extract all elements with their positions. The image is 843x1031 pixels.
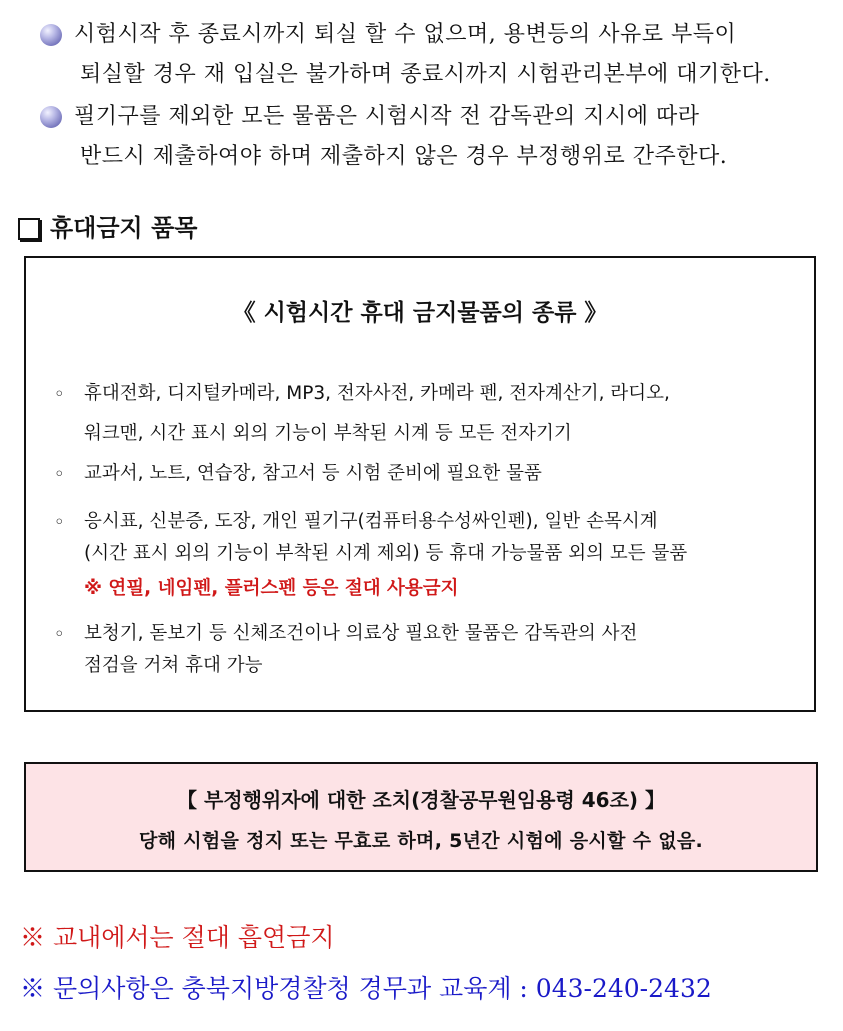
penalty-box: [24, 762, 818, 872]
prohibited-items-title: 《 시험시간 휴대 금지물품의 종류 》: [232, 300, 608, 326]
intro-bullet-1-line-1: 시험시작 후 종료시까지 퇴실 할 수 없으며, 용변등의 사유로 부득이: [74, 22, 737, 47]
item-bullet-icon: ◦: [54, 384, 65, 405]
intro-bullet-1-line-2: 퇴실할 경우 재 입실은 불가하며 종료시까지 시험관리본부에 대기한다.: [80, 62, 771, 87]
item-bullet-icon: ◦: [54, 512, 65, 533]
item-3-line-1: 응시표, 신분증, 도장, 개인 필기구(컴퓨터용수성싸인펜), 일반 손목시계: [84, 511, 658, 532]
item-1-line-1: 휴대전화, 디지털카메라, MP3, 전자사전, 카메라 펜, 전자계산기, 라디오,: [84, 383, 670, 404]
item-3-line-2: (시간 표시 외의 기능이 부착된 시계 제외) 등 휴대 가능물품 외의 모든 물품: [84, 543, 688, 564]
item-2-line-1: 교과서, 노트, 연습장, 참고서 등 시험 준비에 필요한 물품: [84, 463, 542, 484]
bullet-ball-icon: [40, 24, 62, 46]
item-bullet-icon: ◦: [54, 464, 65, 485]
item-5-line-1: 보청기, 돋보기 등 신체조건이나 의료상 필요한 물품은 감독관의 사전: [84, 623, 638, 644]
bullet-ball-icon: [40, 106, 62, 128]
no-smoking-note: ※ 교내에서는 절대 흡연금지: [20, 923, 335, 952]
item-bullet-icon: ◦: [54, 624, 65, 645]
item-5-line-2: 점검을 거쳐 휴대 가능: [84, 655, 263, 676]
penalty-title: 【 부정행위자에 대한 조치(경찰공무원임용령 46조) 】: [176, 788, 665, 812]
intro-bullet-2-line-1: 필기구를 제외한 모든 물품은 시험시작 전 감독관의 지시에 따라: [74, 104, 700, 129]
prohibited-items-box: [24, 256, 816, 712]
section-title: 휴대금지 품목: [50, 213, 198, 242]
contact-note: ※ 문의사항은 충북지방경찰청 경무과 교육계 : 043-240-2432: [20, 974, 712, 1003]
pencil-warning: ※ 연필, 네임펜, 플러스펜 등은 절대 사용금지: [84, 578, 459, 599]
intro-bullet-2-line-2: 반드시 제출하여야 하며 제출하지 않은 경우 부정행위로 간주한다.: [80, 144, 728, 169]
item-1-line-2: 워크맨, 시간 표시 외의 기능이 부착된 시계 등 모든 전자기기: [84, 423, 572, 444]
penalty-text: 당해 시험을 정지 또는 무효로 하며, 5년간 시험에 응시할 수 없음.: [138, 830, 704, 852]
checkbox-icon: [18, 218, 40, 240]
